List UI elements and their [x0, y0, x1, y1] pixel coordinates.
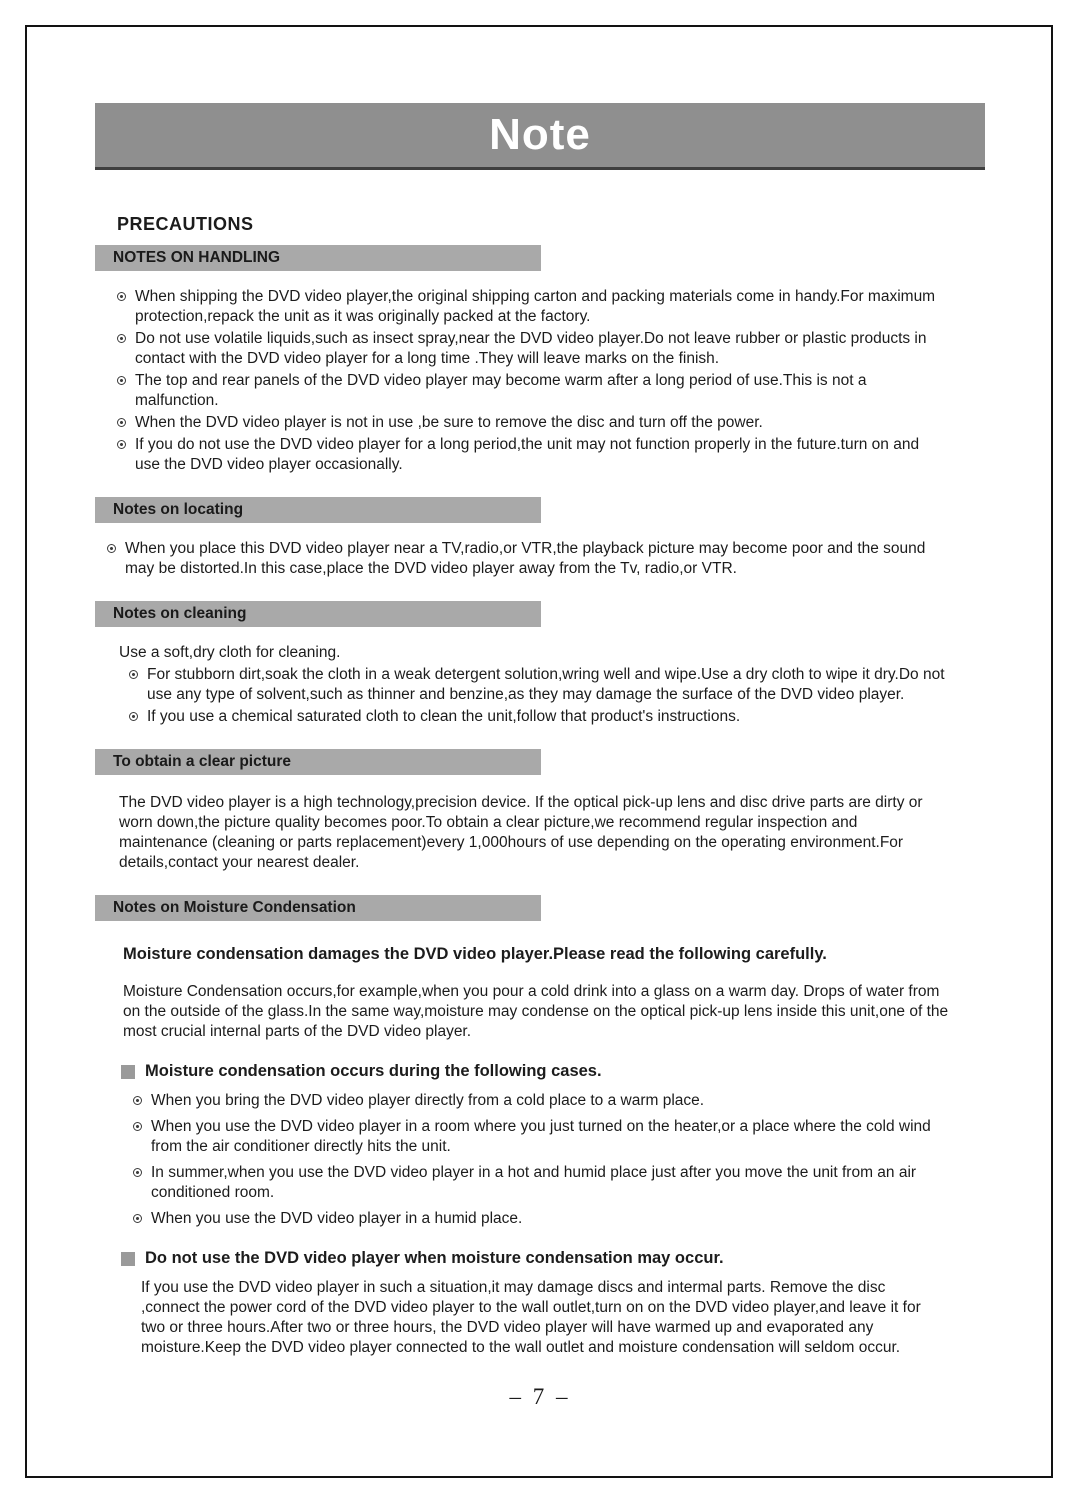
list-item-text: When you use the DVD video player in a room where you just turned on the heater,or a place where the cold wind from the air conditioner directly hits the unit. [151, 1118, 931, 1155]
circle-bullet-icon [129, 670, 138, 679]
page-title: Note [489, 110, 591, 159]
list-item [129, 707, 959, 727]
moisture-lead: Moisture condensation damages the DVD video player.Please read the following carefully. [123, 945, 827, 963]
circle-bullet-icon [117, 376, 126, 385]
circle-bullet-icon [133, 1214, 142, 1223]
sub-heading-text: Do not use the DVD video player when moisture condensation may occur. [145, 1249, 724, 1267]
moisture-cases-heading [121, 1062, 985, 1081]
list-item [117, 435, 947, 475]
section-bar-moisture [95, 895, 541, 921]
section-title-clear-picture: To obtain a clear picture [113, 753, 292, 770]
list-item [117, 413, 947, 433]
cleaning-list [129, 665, 985, 727]
circle-bullet-icon [107, 544, 116, 553]
moisture-cases-list [133, 1091, 985, 1229]
sub-heading-text: Moisture condensation occurs during the following cases. [145, 1062, 602, 1080]
list-item-text: When you bring the DVD video player directly from a cold place to a warm place. [151, 1092, 705, 1109]
list-item-text: Do not use volatile liquids,such as insect spray,near the DVD video player.Do not leave rubber or plastic products in contact with the DVD video player for a long time .They will leave marks on the finish. [135, 330, 927, 367]
list-item-text: For stubborn dirt,soak the cloth in a weak detergent solution,wring well and wipe.Use a dry cloth to wipe it dry.Do not use any type of solvent,such as thinner and benzine,as they may damage the surface of the DVD video player. [147, 666, 945, 703]
locating-list [107, 539, 985, 579]
list-item [133, 1209, 963, 1229]
circle-bullet-icon [117, 440, 126, 449]
list-item [133, 1091, 963, 1111]
section-bar-handling [95, 245, 541, 271]
circle-bullet-icon [133, 1122, 142, 1131]
section-title-locating: Notes on locating [113, 501, 244, 518]
list-item-text: When shipping the DVD video player,the original shipping carton and packing materials come in handy.For maximum protection,repack the unit as it was originally packed at the factory. [135, 288, 936, 325]
list-item-text: If you use a chemical saturated cloth to clean the unit,follow that product's instructions. [147, 708, 741, 725]
page-number: – 7 – [509, 1384, 571, 1409]
section-bar-cleaning [95, 601, 541, 627]
list-item [133, 1117, 963, 1157]
list-item-text: When you use the DVD video player in a humid place. [151, 1210, 523, 1227]
list-item-text: In summer,when you use the DVD video player in a hot and humid place just after you move the unit from an air conditioned room. [151, 1164, 917, 1201]
section-title-moisture: Notes on Moisture Condensation [113, 899, 356, 916]
list-item [129, 665, 959, 705]
handling-list [117, 287, 985, 475]
section-bar-locating [95, 497, 541, 523]
list-item [133, 1163, 963, 1203]
list-item [117, 371, 947, 411]
circle-bullet-icon [117, 418, 126, 427]
cleaning-intro: Use a soft,dry cloth for cleaning. [119, 644, 341, 661]
list-item [107, 539, 937, 579]
moisture-warning-body: If you use the DVD video player in such a situation,it may damage discs and intermal parts. Remove the disc ,connect the power cord of the DVD video player to the wall outlet,turn on on the DVD video player,and leave it for two or three hours.After two or three hours, the DVD video player will have warmed up and evaporated any moisture.Keep the DVD video player connected to the wall outlet and moisture condensation will seldom occur. [141, 1279, 921, 1356]
section-title-cleaning: Notes on cleaning [113, 605, 247, 622]
moisture-warning-heading [121, 1249, 985, 1268]
square-bullet-icon [121, 1065, 135, 1079]
circle-bullet-icon [117, 334, 126, 343]
section-bar-clear-picture [95, 749, 541, 775]
precautions-heading: PRECAUTIONS [117, 214, 254, 234]
section-title-handling: NOTES ON HANDLING [113, 249, 281, 266]
circle-bullet-icon [117, 292, 126, 301]
circle-bullet-icon [133, 1096, 142, 1105]
clear-picture-body: The DVD video player is a high technology,precision device. If the optical pick-up lens and disc drive parts are dirty or worn down,the picture quality becomes poor.To obtain a clear picture,we recommend regular inspection and maintenance (cleaning or parts replacement)every 1,000hours of use depending on the operating environment.For details,contact your nearest dealer. [119, 794, 923, 871]
circle-bullet-icon [129, 712, 138, 721]
list-item-text: If you do not use the DVD video player for a long period,the unit may not function properly in the future.turn on and use the DVD video player occasionally. [135, 436, 920, 473]
moisture-intro: Moisture Condensation occurs,for example,when you pour a cold drink into a glass on a warm day. Drops of water from on the outside of the glass.In the same way,moisture may condense on the optical pick-up lens inside this unit,one of the most crucial internal parts of the DVD video player. [123, 983, 949, 1040]
list-item-text: When you place this DVD video player near a TV,radio,or VTR,the playback picture may become poor and the sound may be distorted.In this case,place the DVD video player away from the Tv, radio,or VTR. [125, 540, 926, 577]
list-item-text: The top and rear panels of the DVD video player may become warm after a long period of use.This is not a malfunction. [135, 372, 867, 409]
list-item [117, 329, 947, 369]
list-item-text: When the DVD video player is not in use ,be sure to remove the disc and turn off the power. [135, 414, 763, 431]
list-item [117, 287, 947, 327]
note-header-bar [95, 103, 985, 170]
square-bullet-icon [121, 1252, 135, 1266]
circle-bullet-icon [133, 1168, 142, 1177]
